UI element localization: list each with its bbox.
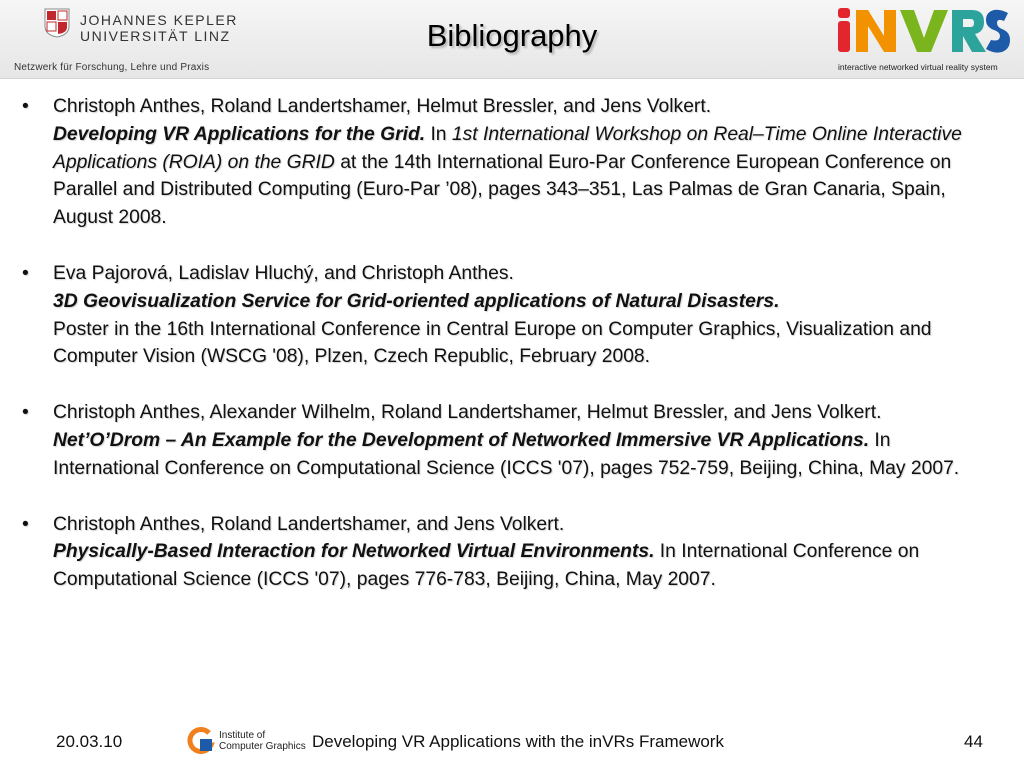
bibliography-entry <box>22 399 972 482</box>
entry-authors: Christoph Anthes, Roland Landertshamer, Helmut Bressler, and Jens Volkert. <box>53 96 712 117</box>
entry-details: Poster in the 16th International Conference in Central Europe on Computer Graphics, Visualization and Computer Vision (WSCG '08), Plzen, Czech Republic, February 2008. <box>53 318 932 368</box>
bullet: • <box>22 96 29 117</box>
icg-logo-icon <box>187 727 215 755</box>
invrs-logo <box>834 4 1014 74</box>
institute-name <box>219 730 306 752</box>
entry-authors: Christoph Anthes, Roland Landertshamer, and Jens Volkert. <box>53 513 565 535</box>
entry-title: Physically-Based Interaction for Networked Virtual Environments. <box>53 541 655 563</box>
invrs-tagline: interactive networked virtual reality system <box>838 62 998 72</box>
presentation-title: Developing VR Applications with the inVRs Framework <box>312 732 724 751</box>
entry-authors: Christoph Anthes, Alexander Wilhelm, Roland Landertshamer, Helmut Bressler, and Jens Volkert. <box>53 402 882 424</box>
institute-name-line1: Institute of <box>219 730 266 741</box>
entry-title: Developing VR Applications for the Grid. <box>53 123 426 145</box>
slide-header <box>0 0 1024 79</box>
slide-footer <box>0 727 1024 757</box>
university-tagline: Netzwerk für Forschung, Lehre und Praxis <box>14 62 210 73</box>
entry-venue: 1st International Workshop on Real–Time Online Interactive Applications (ROIA) on the GRID <box>53 123 962 173</box>
entry-in-prefix: In <box>425 123 452 145</box>
bibliography-entry <box>22 511 972 594</box>
slide-title: Bibliography <box>426 18 598 53</box>
entry-details: In International Conference on Computational Science (ICCS '07), pages 776-783, Beijing, China, May 2007. <box>53 541 920 591</box>
university-name-line1: JOHANNES KEPLER <box>80 12 238 28</box>
university-name-line2: UNIVERSITÄT LINZ <box>80 28 231 44</box>
bibliography-list <box>22 93 972 622</box>
bullet: • <box>22 402 29 424</box>
icg-logo <box>187 727 307 755</box>
institute-name-line2: Computer Graphics <box>219 741 306 752</box>
invrs-logo-icon <box>834 4 1010 56</box>
bullet: • <box>22 513 29 535</box>
bullet: • <box>22 262 29 284</box>
entry-title: Net’O’Drom – An Example for the Development of Networked Immersive VR Applications. <box>53 429 870 451</box>
entry-details: at the 14th International Euro-Par Conference European Conference on Parallel and Distributed Computing (Euro-Par ’08), pages 343–351, Las Palmas de Gran Canaria, Spain, August 2008. <box>53 151 952 229</box>
bibliography-entry <box>22 260 972 371</box>
entry-title: 3D Geovisualization Service for Grid-oriented applications of Natural Disasters. <box>53 290 780 312</box>
page-number: 44 <box>964 732 983 751</box>
entry-details: In International Conference on Computational Science (ICCS '07), pages 752-759, Beijing, China, May 2007. <box>53 429 960 479</box>
footer-date: 20.03.10 <box>56 732 123 751</box>
bibliography-entry <box>22 93 972 232</box>
entry-authors: Eva Pajorová, Ladislav Hluchý, and Christoph Anthes. <box>53 262 514 284</box>
